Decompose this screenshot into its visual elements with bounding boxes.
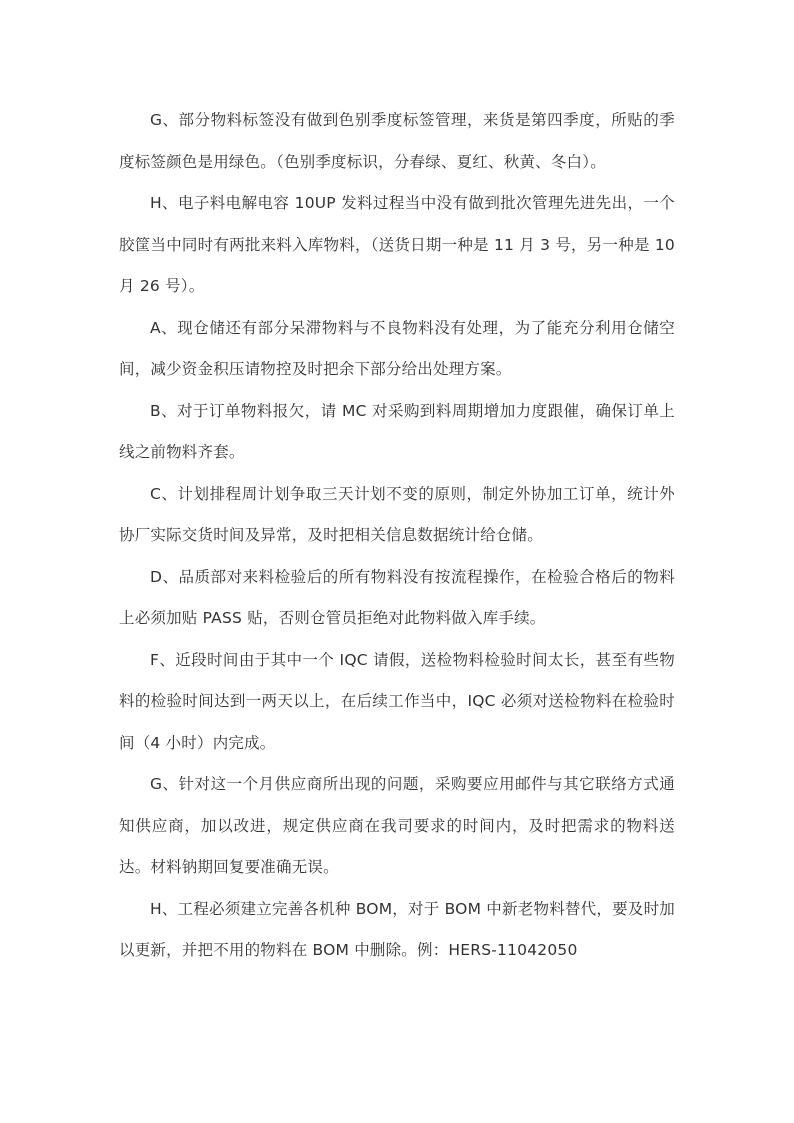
paragraph-b-order-shortage: B、对于订单物料报欠，请 MC 对采购到料周期增加力度跟催，确保订单上线之前物料齐套。	[119, 401, 675, 461]
document-body	[119, 100, 675, 972]
paragraph-g-label-management: G、部分物料标签没有做到色别季度标签管理，来货是第四季度，所贴的季度标签颜色是用绿色。（色别季度标识，分春绿、夏红、秋黄、冬白）。	[119, 111, 675, 171]
paragraph-d-quality-pass-label: D、品质部对来料检验后的所有物料没有按流程操作，在检验合格后的物料上必须加贴 PASS 贴，否则仓管员拒绝对此物料做入库手续。	[119, 567, 675, 627]
paragraph-h-bom-update: H、工程必须建立完善各机种 BOM，对于 BOM 中新老物料替代，要及时加以更新，并把不用的物料在 BOM 中删除。例：HERS-11042050	[119, 899, 675, 959]
paragraph-a-slow-moving-material: A、现仓储还有部分呆滞物料与不良物料没有处理，为了能充分利用仓储空间，减少资金积压请物控及时把余下部分给出处理方案。	[119, 318, 675, 378]
paragraph-g-supplier-issues: G、针对这一个月供应商所出现的问题，采购要应用邮件与其它联络方式通知供应商，加以改进，规定供应商在我司要求的时间内，及时把需求的物料送达。材料钠期回复要准确无误。	[119, 775, 675, 876]
paragraph-c-weekly-plan: C、计划排程周计划争取三天计划不变的原则，制定外协加工订单，统计外协厂实际交货时间及异常，及时把相关信息数据统计给仓储。	[119, 484, 675, 544]
paragraph-f-iqc-inspection: F、近段时间由于其中一个 IQC 请假，送检物料检验时间太长，甚至有些物料的检验时间达到一两天以上，在后续工作当中，IQC 必须对送检物料在检验时间（4 小时）内完成。	[119, 650, 675, 752]
paragraph-h-batch-management: H、电子料电解电容 10UP 发料过程当中没有做到批次管理先进先出，一个胶筐当中同时有两批来料入库物料，（送货日期一种是 11 月 3 号，另一种是 10 月 26 号）。	[119, 194, 675, 295]
